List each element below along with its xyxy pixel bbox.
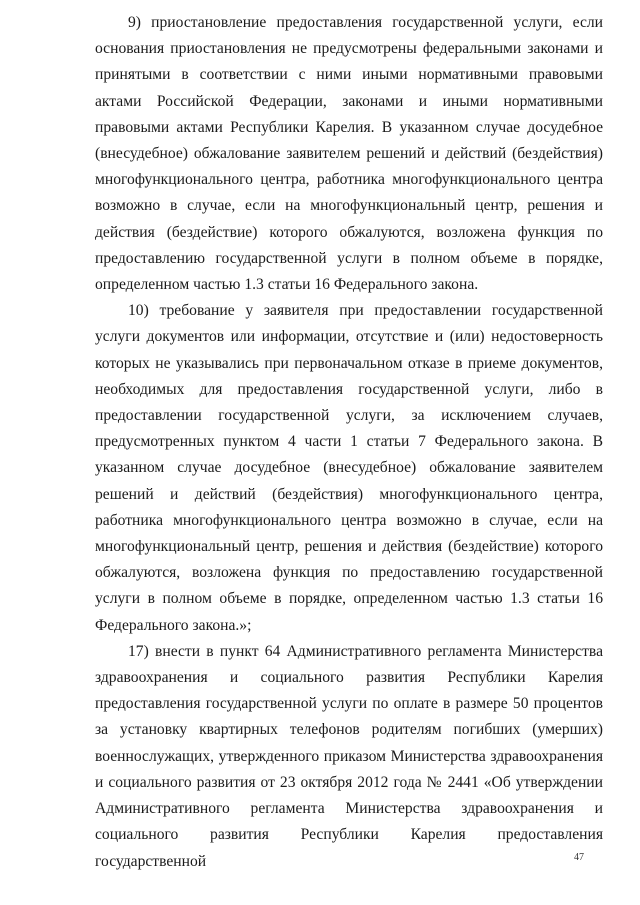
document-body (95, 10, 603, 875)
paragraph-item-10: 10) требование у заявителя при предоставлении государственной услуги документов или информации, отсутствие и (или) недостоверность которых не указывались при первоначальном отказе в приеме документов, необходимых для предоставления государственной услуги, либо в предоставлении государственной услуги, за исключением случаев, предусмотренных пунктом 4 части 1 статьи 7 Федерального закона. В указанном случае досудебное (внесудебное) обжалование заявителем решений и действий (бездействия) многофункционального центра, работника многофункционального центра возможно в случае, если на многофункциональный центр, решения и действия (бездействие) которого обжалуются, возложена функция по предоставлению государственной услуги в полном объеме в порядке, определенном частью 1.3 статьи 16 Федерального закона.»; (95, 302, 603, 634)
paragraph-item-17: 17) внести в пункт 64 Административного регламента Министерства здравоохранения и социального развития Республики Карелия предоставления государственной услуги по оплате в размере 50 процентов за установку квартирных телефонов родителям погибших (умерших) военнослужащих, утвержденного приказом Министерства здравоохранения и социального развития от 23 октября 2012 года № 2441 «Об утверждении Административного регламента Министерства здравоохранения и социального развития Республики Карелия предоставления государственной (95, 642, 603, 870)
paragraph-item-9: 9) приостановление предоставления государственной услуги, если основания приостановления не предусмотрены федеральными законами и принятыми в соответствии с ними иными нормативными правовыми актами Российской Федерации, законами и иными нормативными правовыми актами Республики Карелия. В указанном случае досудебное (внесудебное) обжалование заявителем решений и действий (бездействия) многофункционального центра, работника многофункционального центра возможно в случае, если на многофункциональный центр, решения и действия (бездействие) которого обжалуются, возложена функция по предоставлению государственной услуги в полном объеме в порядке, определенном частью 1.3 статьи 16 Федерального закона. (95, 14, 603, 294)
page-number: 47 (574, 852, 584, 863)
